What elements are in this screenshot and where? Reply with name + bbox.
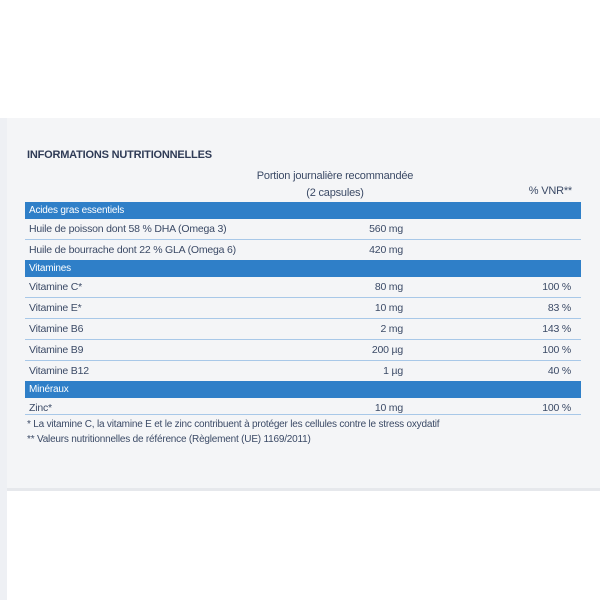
nutrient-name: Vitamine B12 xyxy=(29,365,89,377)
nutrient-vnr: 40 % xyxy=(547,365,571,377)
nutrient-amount: 10 mg xyxy=(374,402,403,414)
nutrient-name: Vitamine C* xyxy=(29,281,83,293)
nutrient-amount: 2 mg xyxy=(380,323,403,335)
table-row xyxy=(25,319,581,340)
nutrient-amount: 200 µg xyxy=(371,344,403,356)
table-bottom-rule xyxy=(25,414,581,415)
nutrient-vnr: 143 % xyxy=(542,323,571,335)
panel-edge xyxy=(7,488,600,491)
table-row xyxy=(25,298,581,319)
nutrition-table xyxy=(25,202,581,418)
nutrient-name: Vitamine B6 xyxy=(29,323,84,335)
vnr-column-header: % VNR** xyxy=(528,185,572,197)
footnote-antioxidant: * La vitamine C, la vitamine E et le zinc contribuent à protéger les cellules contre le stress oxydatif xyxy=(27,419,440,430)
nutrient-name: Vitamine E* xyxy=(29,302,82,314)
nutrient-vnr: 100 % xyxy=(542,344,571,356)
background-left-edge xyxy=(0,118,7,600)
background-top xyxy=(0,0,600,118)
section-header-vitamins: Vitamines xyxy=(25,260,581,277)
portion-column-header xyxy=(235,168,435,202)
nutrient-name: Vitamine B9 xyxy=(29,344,84,356)
nutrient-vnr: 83 % xyxy=(547,302,571,314)
table-row xyxy=(25,277,581,298)
table-row xyxy=(25,340,581,361)
portion-header-line1: Portion journalière recommandée xyxy=(256,170,414,182)
portion-header-line2: (2 capsules) xyxy=(306,187,364,199)
nutrient-name: Zinc* xyxy=(29,402,52,414)
nutrient-name: Huile de bourrache dont 22 % GLA (Omega 6) xyxy=(29,244,236,256)
nutrient-amount: 420 mg xyxy=(369,244,403,256)
nutrient-amount: 10 mg xyxy=(374,302,403,314)
nutrient-amount: 560 mg xyxy=(369,223,403,235)
table-row xyxy=(25,240,581,260)
nutrient-name: Huile de poisson dont 58 % DHA (Omega 3) xyxy=(29,223,227,235)
nutrition-title: INFORMATIONS NUTRITIONNELLES xyxy=(27,149,212,161)
footnote-vnr: ** Valeurs nutritionnelles de référence (Règlement (UE) 1169/2011) xyxy=(27,434,311,445)
section-header-fatty-acids: Acides gras essentiels xyxy=(25,202,581,219)
table-row xyxy=(25,398,581,418)
nutrient-amount: 1 µg xyxy=(383,365,403,377)
nutrient-vnr: 100 % xyxy=(542,402,571,414)
nutrient-amount: 80 mg xyxy=(374,281,403,293)
table-row xyxy=(25,361,581,381)
nutrient-vnr: 100 % xyxy=(542,281,571,293)
section-header-minerals: Minéraux xyxy=(25,381,581,398)
table-row xyxy=(25,219,581,240)
